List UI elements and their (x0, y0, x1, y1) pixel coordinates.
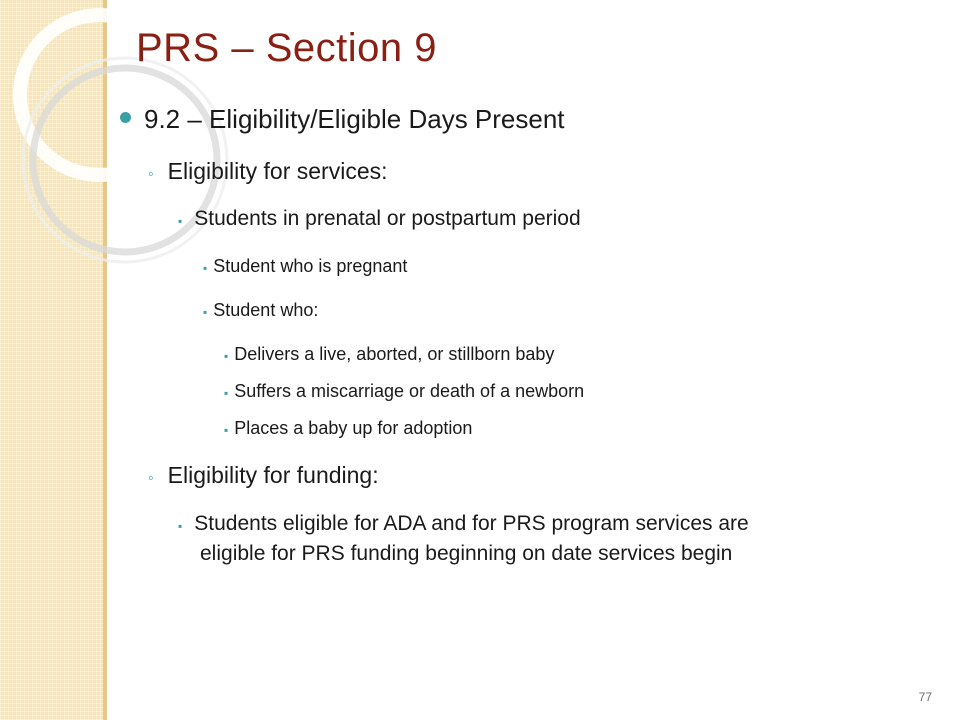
bullet-text: Students eligible for ADA and for PRS program services are (194, 512, 749, 535)
square-bullet-icon: ▪ (203, 261, 208, 275)
square-bullet-icon: ▪ (178, 214, 183, 228)
bullet-text: eligible for PRS funding beginning on date services begin (200, 542, 733, 565)
bullet-level5 (224, 418, 472, 439)
bullet-level4 (203, 256, 407, 277)
bullet-text: Delivers a live, aborted, or stillborn baby (234, 344, 555, 364)
square-bullet-icon: ▪ (203, 305, 208, 319)
bullet-text: Eligibility for funding: (167, 462, 379, 488)
slide-title: PRS – Section 9 (136, 26, 437, 70)
bullet-text: Places a baby up for adoption (234, 418, 473, 438)
bullet-level3-continuation (200, 542, 732, 566)
bullet-text: Student who is pregnant (213, 256, 408, 276)
hollow-bullet-icon: ◦ (148, 166, 154, 183)
bullet-level2 (148, 462, 379, 489)
page-number: 77 (918, 690, 932, 704)
bullet-level5 (224, 381, 584, 402)
bullet-level2 (148, 158, 388, 185)
hollow-bullet-icon: ◦ (148, 470, 154, 487)
bullet-level3 (178, 512, 749, 536)
bullet-level4 (203, 300, 318, 321)
bullet-text: Suffers a miscarriage or death of a newborn (234, 381, 585, 401)
bullet-text: Student who: (213, 300, 319, 320)
square-bullet-icon: ▪ (224, 349, 229, 363)
bullet-level5 (224, 344, 554, 365)
bullet-text: 9.2 – Eligibility/Eligible Days Present (144, 104, 565, 134)
bullet-level3 (178, 207, 581, 231)
bullet-level1 (120, 104, 565, 135)
bullet-text: Students in prenatal or postpartum period (194, 207, 581, 230)
square-bullet-icon: ▪ (224, 423, 229, 437)
bullet-dot-icon (120, 112, 131, 123)
bullet-text: Eligibility for services: (167, 158, 388, 184)
square-bullet-icon: ▪ (178, 519, 183, 533)
square-bullet-icon: ▪ (224, 386, 229, 400)
